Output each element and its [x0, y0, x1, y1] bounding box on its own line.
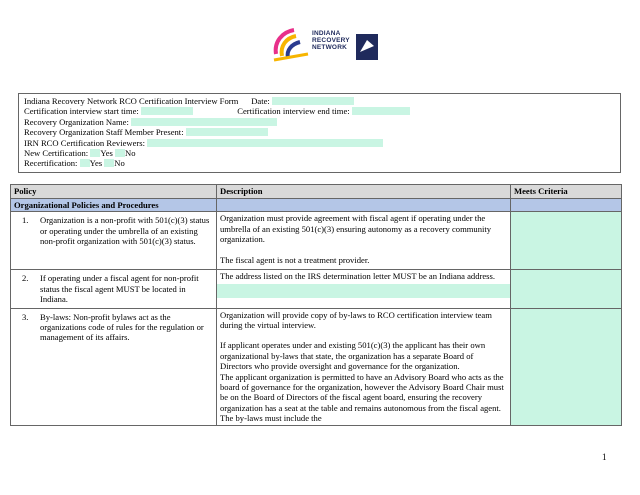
description-column-header: Description: [217, 185, 511, 199]
reviewers-line: [24, 138, 620, 148]
description-text-2: The fiscal agent is not a treatment provider.: [220, 254, 370, 265]
policy-cell: [11, 212, 217, 270]
new-cert-no-box[interactable]: [115, 149, 125, 157]
end-time-field[interactable]: [352, 107, 410, 115]
form-title-line: [24, 96, 620, 106]
description-cell: [217, 308, 511, 425]
section-title: Organizational Policies and Procedures: [11, 199, 217, 212]
description-cell: [217, 212, 511, 270]
end-time-label: Certification interview end time:: [237, 106, 350, 117]
reviewers-field[interactable]: [147, 139, 383, 147]
recert-label: Recertification:: [24, 158, 78, 169]
recert-yes-box[interactable]: [80, 159, 90, 167]
recert-no-label: No: [114, 158, 125, 169]
org-name-field[interactable]: [131, 118, 277, 126]
description-text-2: If applicant operates under and existing 501(c)(3) the applicant has their own organizational by-laws that state, the organization has a separate Board of Directors who provide oversight and governance for the organization.: [220, 340, 486, 372]
meets-criteria-column-header: Meets Criteria: [511, 185, 622, 199]
new-cert-label: New Certification:: [24, 148, 89, 159]
new-cert-yes-label: Yes: [100, 148, 113, 159]
policy-text: Organization is a non-profit with 501(c)(3) status or operating under the umbrella of an existing non-profit organization with 501(c)(3) status.: [40, 215, 210, 247]
date-field[interactable]: [272, 97, 354, 105]
date-label: Date:: [251, 96, 270, 106]
description-text: Organization will provide copy of by-laws to RCO certification interview team during the virtual interview.: [220, 309, 492, 331]
criteria-table: [10, 184, 622, 426]
staff-line: [24, 127, 620, 137]
recert-line: [24, 158, 620, 168]
policy-column-header: Policy: [11, 185, 217, 199]
table-header-row: [11, 185, 622, 199]
section-description-cell: [217, 199, 511, 212]
new-cert-yes-box[interactable]: [90, 149, 100, 157]
table-row: [11, 308, 622, 425]
description-text: Organization must provide agreement with fiscal agent if operating under the umbrella of an existing 501(c)(3) ensuring autonomy as a recovery community organization.: [220, 213, 492, 245]
row-number: 3.: [22, 311, 29, 322]
table-row: [11, 270, 622, 308]
staff-field[interactable]: [186, 128, 268, 136]
recert-no-box[interactable]: [104, 159, 114, 167]
meets-criteria-field[interactable]: [511, 270, 622, 308]
section-row: [11, 199, 622, 212]
org-name-label: Recovery Organization Name:: [24, 116, 129, 127]
table-row: [11, 212, 622, 270]
recert-yes-label: Yes: [89, 158, 103, 169]
section-meets-cell: [511, 199, 622, 212]
new-cert-no-label: No: [125, 148, 136, 159]
row-number: 1.: [22, 215, 29, 226]
logo-text: INDIANA RECOVERY NETWORK: [312, 30, 350, 51]
policy-cell: [11, 308, 217, 425]
org-name-line: [24, 117, 620, 127]
new-cert-line: [24, 148, 620, 158]
indiana-recovery-network-logo: [268, 24, 380, 66]
description-response-field[interactable]: [217, 284, 510, 298]
meets-criteria-field[interactable]: [511, 212, 622, 270]
description-cell: [217, 270, 511, 308]
start-time-label: Certification interview start time:: [24, 106, 139, 117]
policy-cell: [11, 270, 217, 308]
meets-criteria-field[interactable]: [511, 308, 622, 425]
reviewers-label: IRN RCO Certification Reviewers:: [24, 137, 146, 148]
policy-text: If operating under a fiscal agent for non-profit status the fiscal agent MUST be located in Indiana.: [40, 273, 199, 305]
page-number: 1: [602, 452, 607, 462]
description-text-3: The applicant organization is permitted to have an Advisory Board who acts as the board of governance for the organization, however the Advisory Board Chair must be on the Board of Directors of the fiscal agent board, ensuring the recovery organization has a seat at the table and remains autonomous from the fiscal agent. The by-laws must include the: [220, 371, 504, 424]
interview-header-box: [18, 93, 621, 173]
staff-label: Recovery Organization Staff Member Present:: [24, 127, 184, 138]
row-number: 2.: [22, 273, 29, 284]
form-title: Indiana Recovery Network RCO Certification Interview Form: [24, 96, 239, 106]
start-time-field[interactable]: [141, 107, 193, 115]
time-line: [24, 106, 620, 116]
description-text: The address listed on the IRS determination letter MUST be an Indiana address.: [220, 271, 496, 282]
policy-text: By-laws: Non-profit bylaws act as the organizations code of rules for the regulation or management of its affairs.: [40, 311, 204, 343]
